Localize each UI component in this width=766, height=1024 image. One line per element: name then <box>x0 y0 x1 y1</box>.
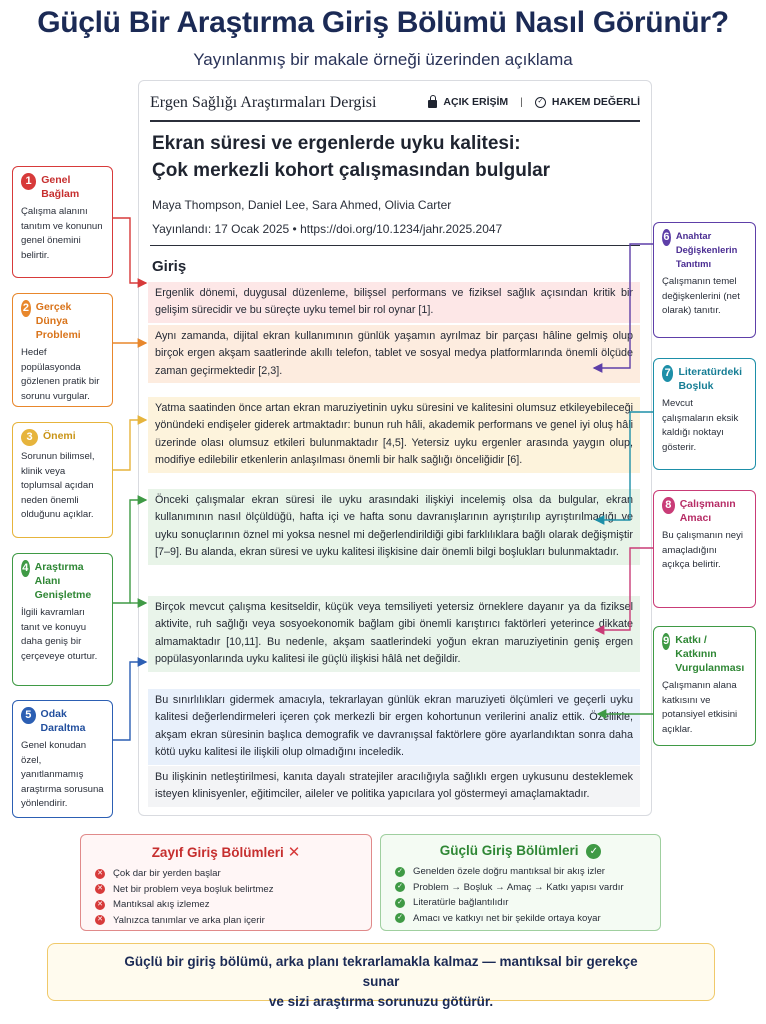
intro-paragraph-4: Önceki çalışmalar ekran süresi ile uyku arasındaki ilişkiyi incelemiş olsa da bulgular, ekran kullanımının nasıl ölçüldüğü, hafta içi ve hafta sonu davranışlarının ayrıştırılıp ayrıştırılmadığı ve uyku sonuçlarının öznel mi yoksa nesnel mi değerlendirildiği gibi farklılıklara bağlı olarak değişmiştir [7–9]. Bu alanda, ekran süresi ve uyku kalitesi ilişkisine dair önemli bilgi boşlukları bulunmaktadır. <box>148 489 640 565</box>
weak-item <box>95 866 357 882</box>
check-icon: ✓ <box>395 913 405 923</box>
article-published: Yayınlandı: 17 Ocak 2025 • https://doi.org/10.1234/jahr.2025.2047 <box>152 222 503 236</box>
callout-number: 4 <box>21 560 30 577</box>
callout-scope-expansion <box>12 553 113 686</box>
weak-item-text: Mantıksal akış izlemez <box>113 899 210 910</box>
peer-reviewed-badge: HAKEM DEĞERLİ <box>551 96 640 108</box>
article-authors: Maya Thompson, Daniel Lee, Sara Ahmed, Olivia Carter <box>152 198 452 212</box>
cross-icon: ✕ <box>95 900 105 910</box>
summary-line-2: ve sizi araştırma sorunuzu götürür. <box>268 994 494 1009</box>
strong-item-text: Genelden özele doğru mantıksal bir akış izler <box>413 866 605 877</box>
cross-icon: ✕ <box>95 915 105 925</box>
callout-number: 6 <box>662 229 671 246</box>
cross-icon: ✕ <box>287 844 301 861</box>
callout-body: Çalışmanın temel değişkenlerini (net olarak) tanıtır. <box>662 276 740 317</box>
intro-paragraph-5: Birçok mevcut çalışma kesitseldir, küçük veya temsiliyeti yetersiz örneklere dayanır ya da fiziksel aktivite, ruh sağlığı veya sosyoekonomik bağlam gibi önemli karıştırıcı faktörleri yeterince dikkate almamaktadır [10,11]. Bu nedenle, akşam saatlerindeki yoğun ekran maruziyetinin geniş ergen popülasyonlarında uyku kalitesi ile güçlü ilişkisi hâlâ net değildir. <box>148 596 640 672</box>
callout-number: 7 <box>662 365 673 382</box>
check-icon: ✓ <box>395 882 405 892</box>
callout-key-variables <box>653 222 756 338</box>
badge-separator: | <box>520 96 523 108</box>
weak-item <box>95 913 357 929</box>
weak-box-title-text: Zayıf Giriş Bölümleri <box>151 845 284 860</box>
callout-number: 8 <box>662 497 675 514</box>
callout-body: Genel konudan özel, yanıtlanmamış araştırma sorusuna yönlendirir. <box>21 740 104 810</box>
journal-badges <box>428 96 640 108</box>
page-title: Güçlü Bir Araştırma Giriş Bölümü Nasıl Görünür? <box>37 6 729 39</box>
summary-line-1: Güçlü bir giriş bölümü, arka planı tekrarlamakla kalmaz — mantıksal bir gerekçe sunar <box>124 954 638 989</box>
callout-title: Katkı / Katkının Vurgulanması <box>675 634 745 674</box>
callout-study-aim <box>653 490 756 608</box>
strong-item <box>395 864 646 880</box>
callout-title: Araştırma Alanı Genişletme <box>34 561 92 601</box>
journal-header <box>150 92 640 122</box>
section-heading: Giriş <box>152 258 187 275</box>
strong-item <box>395 895 646 911</box>
page-subtitle: Yayınlanmış bir makale örneği üzerinden açıklama <box>193 50 573 69</box>
intro-paragraph-6: Bu sınırlılıkları gidermek amacıyla, tekrarlayan günlük ekran maruziyeti ölçümleri ve geçerli uyku kalitesi değerlendirmeleri içeren çok merkezli bir ergen kohortunun verilerini analiz ettik. Özellikle, akşam ekran süresinin başlıca demografik ve davranışsal faktörlere göre ayarlandıktan sonra daha kötü uyku kalitesi ile ilişkili olup olmadığını inceledik. <box>148 689 640 765</box>
callout-contribution <box>653 626 756 746</box>
intro-paragraph-7: Bu ilişkinin netleştirilmesi, kanıta dayalı stratejiler aracılığıyla sağlıklı ergen uykusunu desteklemek isteyen klinisyenler, eğitimciler, aileler ve politika yapıcılara yol göstermeyi amaçlamaktadır. <box>148 766 640 807</box>
callout-number: 2 <box>21 300 31 317</box>
article-title-line2: Çok merkezli kohort çalışmasından bulgular <box>152 160 551 181</box>
callout-real-world-problem <box>12 293 113 407</box>
journal-name: Ergen Sağlığı Araştırmaları Dergisi <box>150 94 377 111</box>
summary-banner <box>47 943 715 1009</box>
weak-item-text: Yalnızca tanımlar ve arka plan içerir <box>113 914 265 926</box>
callout-number: 5 <box>21 707 36 724</box>
callout-body: İlgili kavramları tanıt ve konuyu daha geniş bir çerçeveye oturtur. <box>21 607 98 662</box>
check-icon: ✓ <box>395 867 405 877</box>
header-divider <box>150 245 640 246</box>
article-title <box>152 130 632 184</box>
strong-item-text: Amacı ve katkıyı net bir şekilde ortaya koyar <box>413 912 601 924</box>
callout-number: 3 <box>21 429 38 446</box>
weak-item-text: Net bir problem veya boşluk belirtmez <box>113 883 274 895</box>
callout-literature-gap <box>653 358 756 470</box>
check-icon: ✓ <box>586 844 601 859</box>
callout-title: Anahtar Değişkenlerin Tanıtımı <box>675 230 738 269</box>
lock-icon <box>428 100 437 108</box>
article-title-line1: Ekran süresi ve ergenlerde uyku kalitesi: <box>152 133 521 154</box>
callout-title: Genel Bağlam <box>41 174 80 200</box>
cross-icon: ✕ <box>95 869 105 879</box>
weak-introductions-box <box>80 834 372 931</box>
weak-item-text: Çok dar bir yerden başlar <box>113 868 221 879</box>
weak-item <box>95 897 357 913</box>
strong-box-title <box>395 843 646 859</box>
strong-item-text: Problem → Boşluk → Amaç → Katkı yapısı vardır <box>413 881 624 893</box>
callout-title: Literatürdeki Boşluk <box>678 366 743 392</box>
callout-body: Çalışmanın alana katkısını ve potansiyel etkisini açıklar. <box>662 680 738 735</box>
check-icon: ✓ <box>395 898 405 908</box>
callout-number: 1 <box>21 173 36 190</box>
weak-box-title <box>95 843 357 861</box>
intro-paragraph-1: Ergenlik dönemi, duygusal düzenleme, bilişsel performans ve fiziksel sağlık açısından kritik bir gelişim sürecidir ve bu süreçte uyku temel bir rol oynar [1]. <box>148 282 640 323</box>
strong-item-text: Literatürle bağlantılıdır <box>413 897 509 908</box>
callout-body: Bu çalışmanın neyi amaçladığını açıkça belirtir. <box>662 530 744 571</box>
strong-item <box>395 911 646 927</box>
callout-number: 9 <box>662 633 670 650</box>
callout-body: Mevcut çalışmaların eksik kaldığı noktayı gösterir. <box>662 398 739 453</box>
callout-body: Çalışma alanını tanıtım ve konunun genel önemini belirtir. <box>21 206 103 261</box>
strong-item <box>395 880 646 896</box>
weak-item <box>95 882 357 898</box>
strong-box-title-text: Güçlü Giriş Bölümleri <box>439 843 579 858</box>
intro-paragraph-3: Yatma saatinden önce artan ekran maruziyetinin uyku süresini ve kalitesini olumsuz etkileyebileceği yönündeki endişeler giderek artmaktadır: bunun ruh hâli, akademik performans ve genel iyi oluş hâli üzerinde olası olumsuz etkileri bulunmaktadır [4,5]. Yetersiz uyku ergenler arasında yaygın olup, modifiye edilebilir etkenlerin anlaşılması önemli bir halk sağlığı önceliğidir [6]. <box>148 397 640 473</box>
callout-focus-narrowing <box>12 700 113 818</box>
strong-introductions-box <box>380 834 661 931</box>
cross-icon: ✕ <box>95 884 105 894</box>
open-access-badge: AÇIK ERİŞİM <box>443 96 509 108</box>
intro-paragraph-2: Aynı zamanda, dijital ekran kullanımının günlük yaşamın ayrılmaz bir parçası hâline gelmiş olup birçok ergen akşam saatlerinde akıllı telefon, tablet ve sosyal medya platformlarında önemli ölçüde zaman geçirmektedir [2,3]. <box>148 325 640 383</box>
callout-general-context <box>12 166 113 278</box>
callout-body: Hedef popülasyonda gözlenen pratik bir sorunu vurgular. <box>21 347 100 402</box>
callout-significance <box>12 422 113 538</box>
check-circle-icon: ✓ <box>535 97 546 108</box>
callout-body: Sorunun bilimsel, klinik veya toplumsal açıdan neden önemli olduğunu açıklar. <box>21 451 95 521</box>
callout-title: Gerçek Dünya Problemi <box>35 301 81 341</box>
callout-title: Odak Daraltma <box>40 708 86 734</box>
callout-title: Önemi <box>43 430 76 442</box>
callout-title: Çalışmanın Amacı <box>679 498 736 524</box>
